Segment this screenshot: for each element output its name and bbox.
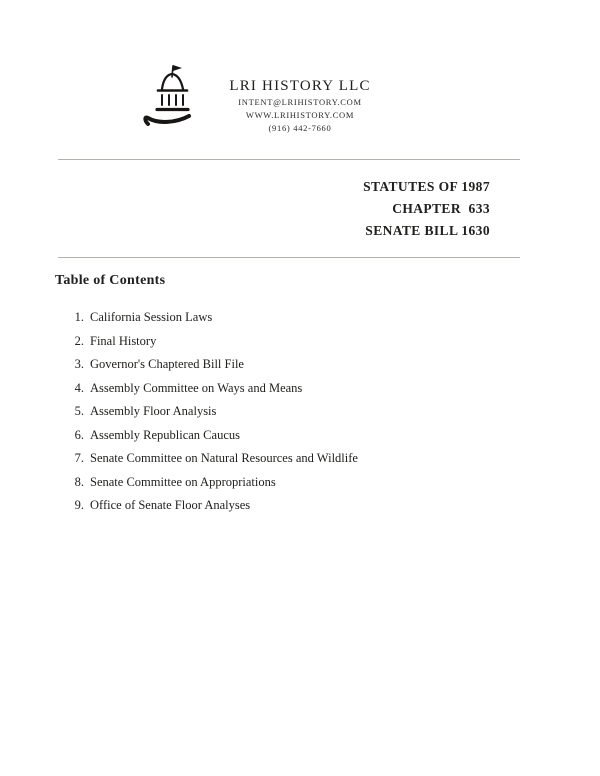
toc-item-number: 2. [74, 333, 84, 348]
toc-item [69, 451, 529, 465]
toc-item-number: 4. [74, 380, 84, 395]
toc-list [69, 310, 529, 522]
company-website: WWW.LRIHISTORY.COM [245, 110, 355, 120]
toc-item-label: Assembly Committee on Ways and Means [90, 380, 303, 395]
chapter-number: CHAPTER 633 [392, 201, 490, 216]
company-phone: (916) 442-7660 [268, 123, 332, 133]
toc-item-number: 7. [74, 451, 84, 465]
toc-item [69, 428, 529, 442]
toc-item-label: Assembly Floor Analysis [90, 404, 217, 418]
company-name: LRI HISTORY LLC [229, 78, 371, 94]
toc-item-label: Office of Senate Floor Analyses [90, 498, 251, 512]
toc-item-label: California Session Laws [90, 310, 213, 324]
toc-item [69, 334, 529, 348]
toc-item-label: Senate Committee on Natural Resources and Wildlife [90, 451, 358, 465]
statutes-year: STATUTES OF 1987 [363, 179, 490, 194]
toc-item-number: 6. [74, 427, 84, 442]
toc-item [69, 357, 529, 371]
toc-item [69, 404, 529, 418]
toc-item-label: Governor's Chaptered Bill File [90, 357, 244, 371]
toc-item-label: Final History [90, 333, 157, 348]
company-email: INTENT@LRIHISTORY.COM [238, 97, 362, 107]
divider-top [58, 159, 520, 160]
toc-item-label: Assembly Republican Caucus [90, 427, 240, 442]
bill-reference-block [363, 176, 490, 242]
toc-item [69, 381, 529, 395]
toc-item [69, 498, 529, 512]
toc-title: Table of Contents [55, 273, 166, 288]
divider-bottom [58, 257, 520, 258]
toc-item-number: 3. [74, 357, 84, 371]
toc-item [69, 310, 529, 324]
toc-item-number: 5. [74, 404, 84, 418]
toc-item-number: 8. [74, 474, 84, 489]
letterhead [229, 76, 370, 135]
toc-item [69, 475, 529, 489]
toc-item-label: Senate Committee on Appropriations [90, 474, 276, 489]
toc-item-number: 9. [74, 498, 84, 512]
capitol-logo-icon [142, 62, 202, 140]
senate-bill-number: SENATE BILL 1630 [365, 223, 490, 238]
toc-item-number: 1. [74, 310, 84, 324]
